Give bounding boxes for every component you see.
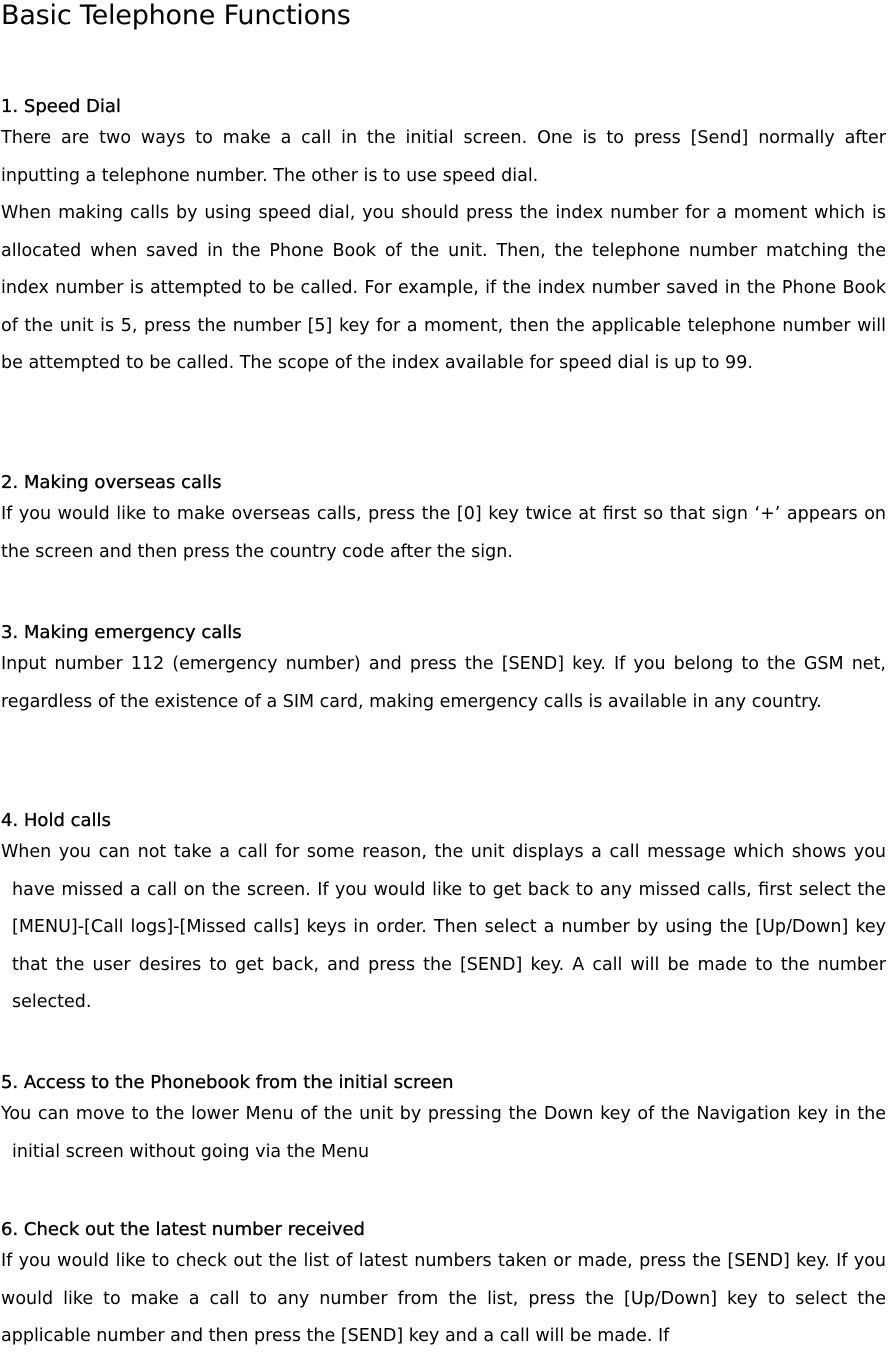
section-latest-number [1, 1217, 886, 1356]
section-phonebook-access [1, 1070, 886, 1171]
section-heading: 1. Speed Dial [1, 96, 121, 117]
section-paragraph: If you would like to make overseas calls, press the [0] key twice at first so that sign ‘+’ appears on the screen and then press the country code after the sign. [1, 504, 886, 562]
section-overseas-calls [1, 470, 886, 571]
section-speed-dial [1, 94, 886, 383]
section-heading: 4. Hold calls [1, 810, 111, 831]
section-hold-calls [1, 808, 886, 1022]
section-paragraph: You can move to the lower Menu of the unit by pressing the Down key of the Navigation key in the initial screen without going via the Menu [1, 1104, 886, 1162]
section-paragraph: When making calls by using speed dial, you should press the index number for a moment which is allocated when saved in the Phone Book of the unit. Then, the telephone number matching the index number is attempted to be called. For example, if the index number saved in the Phone Book of the unit is 5, press the number [5] key for a moment, then the applicable telephone number will be attempted to be called. The scope of the index available for speed dial is up to 99. [1, 203, 886, 373]
section-emergency-calls [1, 620, 886, 721]
document-title: Basic Telephone Functions [1, 0, 351, 31]
section-heading: 2. Making overseas calls [1, 472, 222, 493]
document-page [1, 0, 886, 1346]
section-heading: 3. Making emergency calls [1, 622, 242, 643]
section-heading: 5. Access to the Phonebook from the initial screen [1, 1072, 454, 1093]
section-paragraph: There are two ways to make a call in the initial screen. One is to press [Send] normally after inputting a telephone number. The other is to use speed dial. [1, 128, 886, 186]
section-paragraph: If you would like to check out the list of latest numbers taken or made, press the [SEND] key. If you would like to make a call to any number from the list, press the [Up/Down] key to select the applicable number and then press the [SEND] key and a call will be made. If [1, 1251, 886, 1346]
section-heading: 6. Check out the latest number received [1, 1219, 365, 1240]
section-paragraph: When you can not take a call for some reason, the unit displays a call message which shows you have missed a call on the screen. If you would like to get back to any missed calls, first select the [MENU]-[Call logs]-[Missed calls] keys in order. Then select a number by using the [Up/Down] key that the user desires to get back, and press the [SEND] key. A call will be made to the number selected. [1, 842, 886, 1012]
section-paragraph: Input number 112 (emergency number) and press the [SEND] key. If you belong to the GSM net, regardless of the existence of a SIM card, making emergency calls is available in any country. [1, 654, 886, 712]
